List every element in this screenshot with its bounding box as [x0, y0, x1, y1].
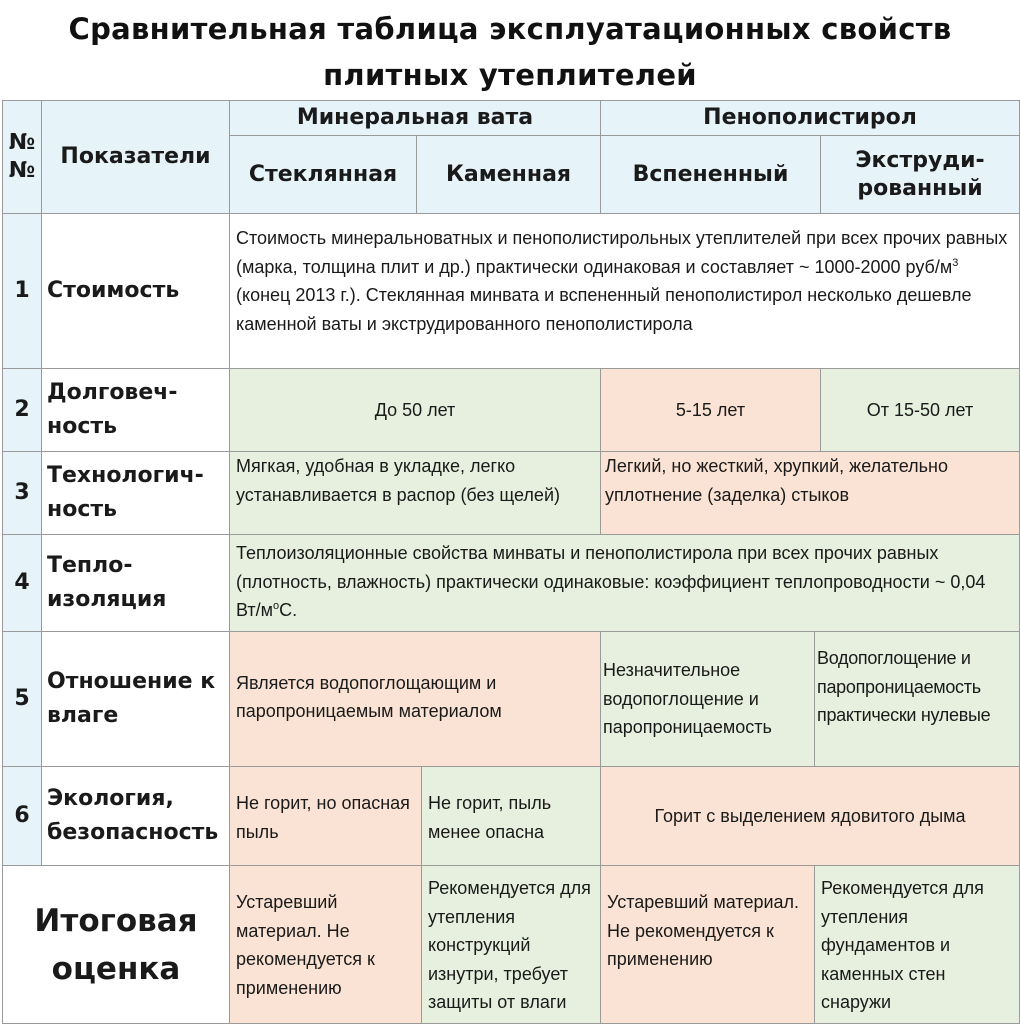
- row-total-stone: Рекомендуется для утепления конструкций изнутри, требует защиты от влаги: [421, 865, 601, 1024]
- row-cost-text-main: Стоимость минеральноватных и пенополистирольных утеплителей при всех прочих равных (марка, толщина плит и др.) практически одинаковая и составляет ~ 1000-2000 руб/м: [236, 228, 1008, 277]
- row-ecology-stone: Не горит, пыль менее опасна: [421, 766, 601, 866]
- header-polystyrene: Пенополистирол: [600, 100, 1020, 136]
- row-insulation-degree-sup: о: [273, 600, 280, 612]
- row-workability-mineral: Мягкая, удобная в укладке, легко устанавливается в распор (без щелей): [229, 451, 601, 535]
- row-cost-text: [229, 213, 1020, 369]
- row-insulation-label: Тепло-изоляция: [41, 534, 230, 632]
- row-insulation-text: [229, 534, 1020, 632]
- row-insulation-text-tail: С.: [279, 600, 298, 620]
- row-moisture-mineral: Является водопоглощающим и паропроницаемым материалом: [229, 631, 601, 767]
- row-cost-num: 1: [2, 213, 42, 369]
- row-durability-foamed: 5-15 лет: [600, 368, 821, 452]
- row-total-foamed: Устаревший материал. Не рекомендуется к применению: [600, 865, 815, 1024]
- row-durability-label: Долговеч-ность: [41, 368, 230, 452]
- row-ecology-glass: Не горит, но опасная пыль: [229, 766, 422, 866]
- header-extruded: Экструди-рованный: [820, 135, 1020, 214]
- row-workability-label: Технологич-ность: [41, 451, 230, 535]
- row-cost-text-tail: (конец 2013 г.). Стеклянная минвата и вспененный пенополистирол несколько дешевле каменной ваты и экструдированного пенополистирола: [236, 285, 972, 334]
- row-total-label: Итоговая оценка: [2, 865, 230, 1024]
- row-workability-polystyrene: Легкий, но жесткий, хрупкий, желательно уплотнение (заделка) стыков: [600, 451, 1020, 535]
- row-total-extruded: Рекомендуется для утепления фундаментов и каменных стен снаружи: [814, 865, 1020, 1024]
- row-ecology-num: 6: [2, 766, 42, 866]
- header-glass: Стеклянная: [229, 135, 417, 214]
- row-moisture-extruded: Водопоглощение и паропроницаемость практически нулевые: [814, 631, 1020, 767]
- row-insulation-num: 4: [2, 534, 42, 632]
- row-moisture-label: Отношение к влаге: [41, 631, 230, 767]
- row-insulation-text-main: Теплоизоляционные свойства минваты и пенополистирола при всех прочих равных (плотность, влажность) практически одинаковые: коэффициент теплопроводности ~ 0,04 Вт/м: [236, 543, 986, 620]
- header-foamed: Вспененный: [600, 135, 821, 214]
- row-durability-extruded: От 15-50 лет: [820, 368, 1020, 452]
- row-durability-num: 2: [2, 368, 42, 452]
- row-ecology-label: Экология, безопасность: [41, 766, 230, 866]
- title-line-2: плитных утеплителей: [323, 58, 697, 92]
- row-cost-unit-sup: 3: [952, 256, 959, 269]
- row-moisture-foamed: Незначительное водопоглощение и паропроницаемость: [600, 631, 815, 767]
- row-cost-label: Стоимость: [41, 213, 230, 369]
- header-stone: Каменная: [416, 135, 601, 214]
- header-mineral-wool: Минеральная вата: [229, 100, 601, 136]
- title-line-1: Сравнительная таблица эксплуатационных свойств: [68, 12, 952, 46]
- row-durability-mineral: До 50 лет: [229, 368, 601, 452]
- row-moisture-num: 5: [2, 631, 42, 767]
- header-num: № №: [2, 100, 42, 214]
- row-workability-num: 3: [2, 451, 42, 535]
- page-title: [0, 6, 1020, 98]
- row-total-glass: Устаревший материал. Не рекомендуется к применению: [229, 865, 422, 1024]
- header-indicators: Показатели: [41, 100, 230, 214]
- row-ecology-polystyrene: Горит с выделением ядовитого дыма: [600, 766, 1020, 866]
